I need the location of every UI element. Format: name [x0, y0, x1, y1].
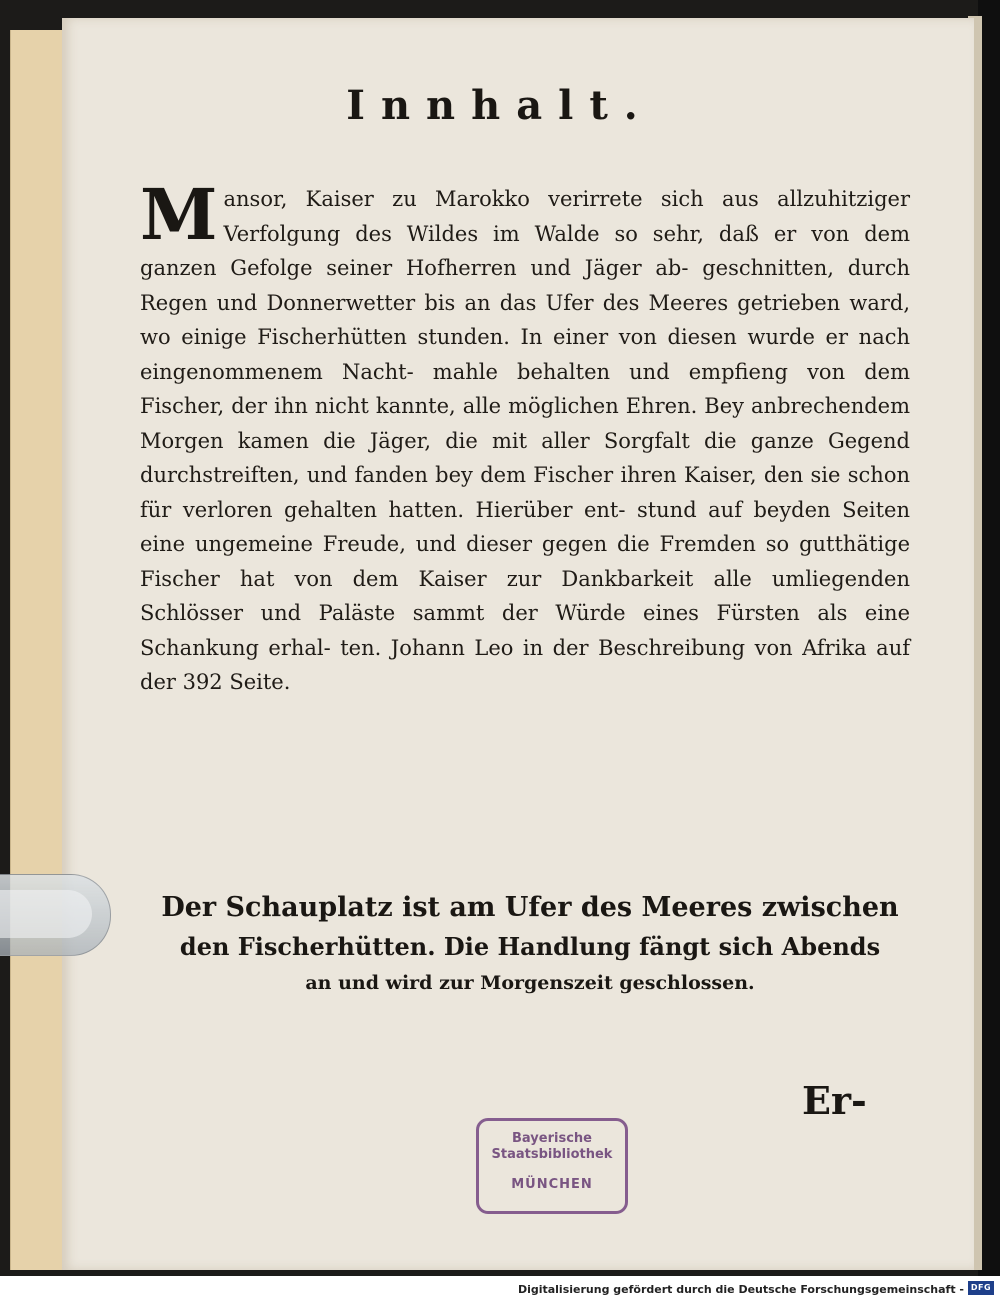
scene-line-2: den Fischerhütten. Die Handlung fängt sich Abends — [179, 932, 881, 961]
dfg-logo-icon: DFG — [968, 1281, 994, 1295]
library-stamp — [476, 1118, 628, 1214]
stamp-line-2: Staatsbibliothek — [491, 1147, 613, 1162]
scene-line-3: an und wird zur Morgenszeit geschlossen. — [305, 972, 755, 994]
dropcap-letter: M — [140, 173, 218, 256]
catchword: Er- — [802, 1078, 867, 1123]
summary-paragraph — [140, 173, 910, 700]
scene-description — [150, 888, 910, 1000]
stamp-line-1: Bayerische — [512, 1131, 592, 1146]
page-clip-highlight — [0, 890, 92, 938]
stamp-line-3: MÜNCHEN — [511, 1177, 593, 1192]
page-title: Innhalt. — [346, 82, 654, 129]
scene-line-1: Der Schauplatz ist am Ufer des Meeres zwischen — [161, 892, 899, 923]
digitization-credit: Digitalisierung gefördert durch die Deutsche Forschungsgemeinschaft - — [517, 1283, 964, 1296]
summary-text: ansor, Kaiser zu Marokko verirrete sich aus allzuhitziger Verfolgung des Wildes im Walde so sehr, daß er von dem ganzen Gefolge seiner Hofherren und Jäger ab- geschnitten, durch Regen und Donnerwetter bis an das Ufer des Meeres getrieben ward, wo einige Fischerhütten stunden. In einer von diesen wurde er nach eingenommenem Nacht- mahle behalten und empfieng von dem Fischer, der ihn nicht kannte, alle möglichen Ehren. Bey anbrechendem Morgen kamen die Jäger, die mit aller Sorgfalt die ganze Gegend durchstreiften, und fanden bey dem Fischer ihren Kaiser, den sie schon für verloren gehalten hatten. Hierüber ent- stund auf beyden Seiten eine ungemeine Freude, und dieser gegen die Fremden so gutthätige Fischer hat von dem Kaiser zur Dankbarkeit alle umliegenden Schlösser und Paläste sammt der Würde eines Fürsten als eine Schankung erhal- ten. Johann Leo in der Beschreibung von Afrika auf der 392 Seite. — [140, 187, 910, 694]
